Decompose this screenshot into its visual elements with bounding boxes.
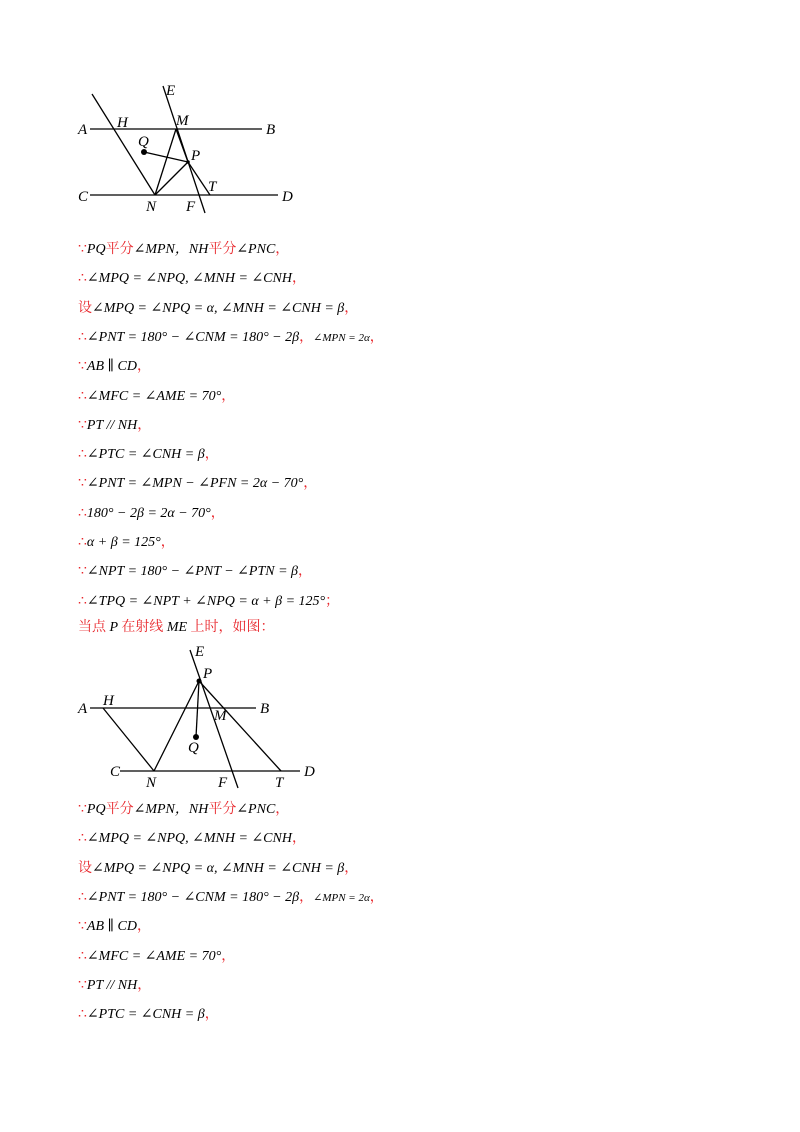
label-a: A — [78, 701, 88, 717]
math-text: ∠PTC = ∠CNH = β — [86, 447, 205, 463]
highlight-text: ， — [210, 505, 225, 521]
highlight-text: ， — [275, 802, 290, 817]
geometry-figure-2 — [70, 642, 330, 790]
label-c: C — [78, 189, 89, 205]
label-q: Q — [188, 740, 199, 756]
proof-line — [78, 384, 235, 410]
math-text: AB ∥ CD — [86, 919, 137, 935]
geometry-figure-1 — [70, 78, 310, 223]
highlight-text: ， — [204, 447, 219, 463]
highlight-text: ， — [369, 889, 384, 905]
line-nh — [103, 708, 154, 771]
logic-symbol: ∴ — [78, 329, 87, 345]
proof-line — [78, 471, 317, 497]
math-text: AB ∥ CD — [86, 359, 137, 375]
label-h: H — [117, 115, 128, 131]
highlight-text: 平分 — [208, 242, 237, 257]
logic-symbol: ∵ — [78, 802, 87, 817]
proof-line — [78, 413, 151, 439]
math-text: ∠MPN = 2α — [313, 331, 370, 344]
segment-pt — [199, 681, 281, 771]
proof-line — [78, 442, 219, 468]
highlight-text: 上时，如图： — [190, 620, 275, 635]
label-p: P — [203, 666, 213, 682]
math-text: PQ — [86, 242, 106, 257]
logic-symbol: ∵ — [78, 564, 87, 580]
proof-line — [78, 973, 151, 999]
logic-symbol: ∴ — [78, 388, 87, 404]
proof-line — [78, 266, 306, 292]
logic-symbol: ∵ — [78, 359, 87, 375]
label-b: B — [266, 122, 276, 138]
proof-line — [78, 826, 306, 852]
highlight-text: ， — [303, 476, 318, 492]
point-p — [186, 160, 190, 164]
label-c: C — [110, 764, 121, 780]
math-text: ∠PNT = ∠MPN − ∠PFN = 2α − 70° — [86, 476, 304, 492]
proof-line — [78, 914, 151, 940]
logic-symbol: ∴ — [78, 593, 87, 609]
label-e: E — [195, 644, 205, 660]
highlight-text: 平分 — [208, 802, 237, 817]
math-text: ∠MFC = ∠AME = 70° — [86, 388, 222, 404]
proof-line — [78, 237, 289, 263]
proof-line — [78, 856, 358, 882]
math-text: PT // NH — [86, 417, 138, 433]
proof-line — [78, 885, 384, 911]
math-text: ∠PTC = ∠CNH = β — [86, 1007, 205, 1023]
math-text: 180° − 2β = 2α − 70° — [86, 505, 211, 521]
math-text: ∠MPQ = ∠NPQ = α, ∠MNH = ∠CNH = β — [92, 860, 345, 876]
math-text: α + β = 125° — [86, 535, 161, 550]
proof-line — [78, 589, 339, 615]
highlight-text: ， — [204, 1007, 219, 1023]
highlight-text: ， — [299, 889, 314, 905]
math-text: ∠MPN = 2α — [313, 891, 370, 904]
proof-line — [78, 354, 151, 380]
label-d: D — [304, 764, 315, 780]
highlight-text: ， — [344, 300, 359, 316]
logic-symbol: ∴ — [78, 889, 87, 905]
proof-line — [78, 944, 235, 970]
label-t: T — [275, 775, 284, 790]
proof-line — [78, 296, 358, 322]
logic-symbol: ∴ — [78, 271, 87, 287]
math-text: ∠MPQ = ∠NPQ = α, ∠MNH = ∠CNH = β — [92, 300, 345, 316]
math-text: ∠PNT = 180° − ∠CNM = 180° − 2β — [86, 329, 300, 345]
label-p: P — [191, 148, 201, 164]
logic-symbol: ∵ — [78, 919, 87, 935]
math-text: ME — [163, 620, 191, 635]
math-text: ∠PNC — [236, 802, 276, 817]
logic-symbol: ∵ — [78, 242, 87, 257]
math-text: ∠MPQ = ∠NPQ, ∠MNH = ∠CNH — [86, 271, 292, 287]
logic-symbol: ∴ — [78, 535, 87, 550]
label-f: F — [218, 775, 228, 790]
logic-symbol: ∵ — [78, 977, 87, 993]
label-t: T — [208, 179, 217, 195]
label-e: E — [166, 83, 176, 99]
highlight-text: ， — [221, 388, 236, 404]
segment-pq — [196, 681, 199, 737]
proof-line — [78, 797, 289, 823]
point-p — [197, 679, 202, 684]
highlight-text: 平分 — [105, 802, 134, 817]
math-text: ∠PNT = 180° − ∠CNM = 180° − 2β — [86, 889, 300, 905]
math-text: P — [106, 620, 122, 635]
label-d: D — [282, 189, 293, 205]
math-text: ∠MPN，NH — [133, 242, 209, 257]
proof-line — [78, 325, 384, 351]
logic-symbol: ∴ — [78, 1007, 87, 1023]
highlight-text: ， — [221, 948, 236, 964]
segment-pt — [188, 162, 210, 195]
highlight-text: ， — [160, 535, 175, 550]
logic-symbol: 设 — [78, 860, 92, 876]
logic-symbol: ∵ — [78, 417, 87, 433]
case-heading — [78, 615, 275, 641]
highlight-text: ， — [136, 919, 151, 935]
label-f: F — [186, 199, 196, 215]
label-q: Q — [138, 134, 149, 150]
highlight-text: ， — [291, 271, 306, 287]
math-text: ∠PNC — [236, 242, 276, 257]
label-m: M — [214, 708, 227, 724]
segment-mp — [176, 129, 188, 162]
label-n: N — [146, 775, 157, 790]
highlight-text: ， — [275, 242, 290, 257]
logic-symbol: ∵ — [78, 476, 87, 492]
label-a: A — [78, 122, 88, 138]
math-text: PQ — [86, 802, 106, 817]
proof-line — [78, 501, 225, 527]
highlight-text: 当点 — [78, 620, 106, 635]
math-text: ∠MFC = ∠AME = 70° — [86, 948, 222, 964]
highlight-text: ， — [344, 860, 359, 876]
proof-line — [78, 559, 312, 585]
segment-np — [154, 681, 199, 771]
math-text: ∠MPN，NH — [133, 802, 209, 817]
math-text: PT // NH — [86, 977, 138, 993]
math-text: ∠NPT = 180° − ∠PNT − ∠PTN = β — [86, 564, 298, 580]
logic-symbol: ∴ — [78, 447, 87, 463]
logic-symbol: 设 — [78, 300, 92, 316]
logic-symbol: ∴ — [78, 505, 87, 521]
highlight-text: ， — [298, 564, 312, 580]
proof-line — [78, 1002, 219, 1028]
highlight-text: ， — [291, 831, 306, 847]
highlight-text: 在射线 — [121, 620, 164, 635]
math-text: ∠TPQ = ∠NPT + ∠NPQ = α + β = 125° — [86, 593, 326, 609]
highlight-text: ， — [136, 359, 151, 375]
highlight-text: ， — [369, 329, 384, 345]
label-n: N — [146, 199, 157, 215]
label-m: M — [176, 113, 189, 129]
highlight-text: 平分 — [105, 242, 134, 257]
highlight-text: ， — [137, 417, 152, 433]
highlight-text: ， — [299, 329, 314, 345]
math-text: ∠MPQ = ∠NPQ, ∠MNH = ∠CNH — [86, 831, 292, 847]
highlight-text: ； — [325, 593, 340, 609]
proof-line — [78, 530, 175, 556]
label-h: H — [103, 693, 114, 709]
logic-symbol: ∴ — [78, 948, 87, 964]
highlight-text: ， — [137, 977, 152, 993]
logic-symbol: ∴ — [78, 831, 87, 847]
label-b: B — [260, 701, 270, 717]
